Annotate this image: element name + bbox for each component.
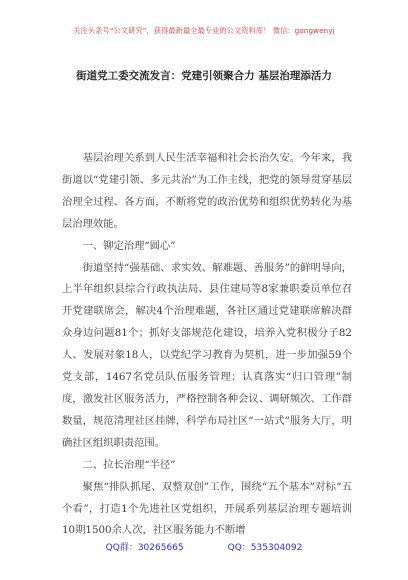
footer-qq: QQ：535304092 [227,543,303,553]
section-heading-2: 二、拉长治理“半径” [82,458,176,471]
paragraph-section-2: 聚焦“排队抓尾、双整双创”工作，围绕“五个基本”对标“五个看”，打造1个先进社区党组织，开展系列基层治理专题培训10期1500余人次，社区服务能力不断增 [62,480,352,537]
document-body [62,148,352,542]
footer-contact [0,540,408,553]
footer-qq-group: QQ群：30265665 [105,543,184,553]
document-title: 街道党工委交流发言：党建引领聚合力 基层治理添活力 [76,70,332,82]
section-heading-1: 一、铆定治理“圆心” [82,239,176,252]
header-banner: 关注头条号“公文研究”，获得最新最全最专业的公文资料库！ 微信：gongwenyj [73,26,335,35]
paragraph-intro: 基层治理关系到人民生活幸福和社会长治久安。今年来，我街道以“党建引领、多元共治”为工作主线，把党的领导贯穿基层治理全过程、各方面，不断将党的政治优势和组织优势转化为基层治理效能。 [62,152,352,230]
paragraph-section-1: 街道坚持“强基础、求实效、解难题、善服务”的鲜明导向，上半年组织县综合行政执法局、县住建局等8家兼职委员单位召开党建联席会，解决4个治理难题，各社区通过党建联席解决群众身边问题81个；抓好支部规范化建设，培养入党积极分子82人、发展对象18人，以党纪学习教育为契机，进一步加强59个党支部，1467名党员队伍服务管理；认真落实“归口管理”制度，激发社区服务活力，严格控制各种会议、调研频次、工作群数量，规范清理社区挂牌，科学布局社区“一站式”服务大厅，明确社区组织职责范围。 [62,261,352,449]
